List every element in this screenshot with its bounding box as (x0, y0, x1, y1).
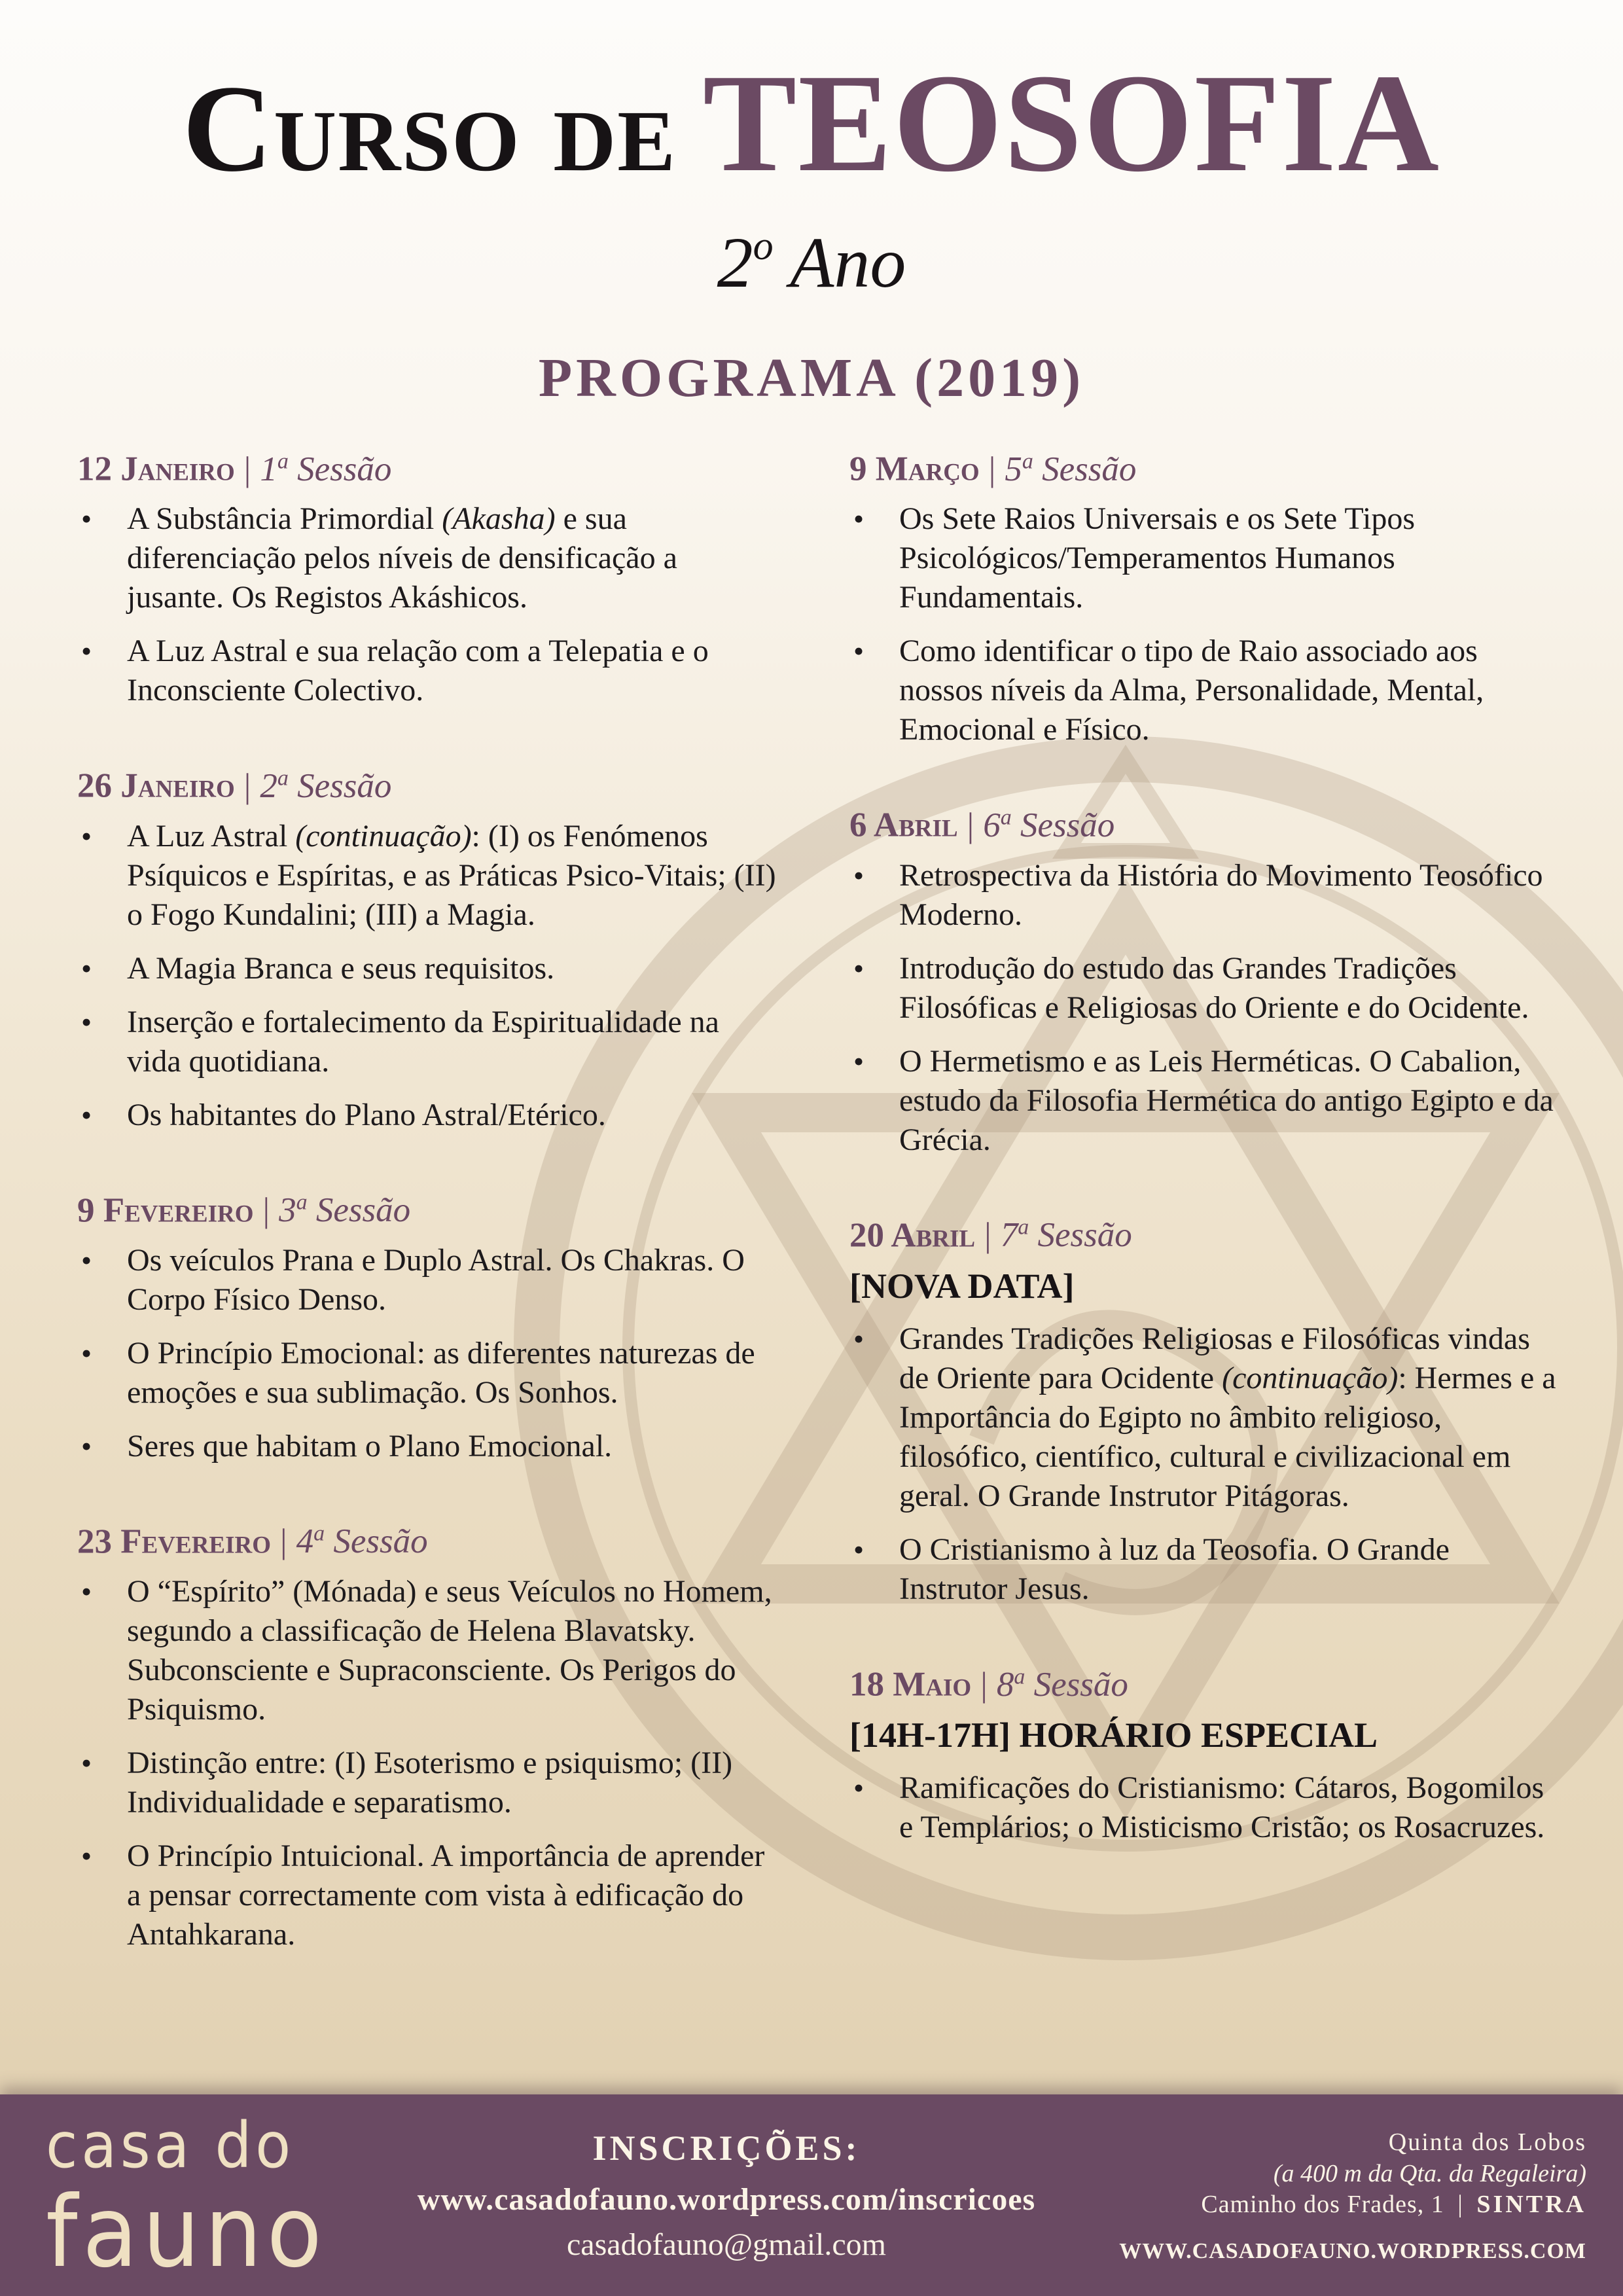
address-block (1119, 2127, 1586, 2264)
topic-item (849, 1319, 1563, 1516)
topic-item (77, 1427, 777, 1466)
footer-bar (0, 2094, 1623, 2296)
topic-item (77, 1096, 777, 1135)
inscricoes-link[interactable]: www.casadofauno.wordpress.com/inscricoes (417, 2181, 1036, 2217)
topic-text: Grandes Tradições Religiosas e Filosóficas vindas de Oriente para Ocidente (899, 1321, 1530, 1395)
session-label: Sessão (1033, 1665, 1128, 1704)
topic-text: A Substância Primordial (127, 501, 442, 537)
session-block (77, 448, 777, 710)
subtitle-ordinal: o (753, 224, 774, 268)
topic-text: O Princípio Emocional: as diferentes naturezas de emoções e sua sublimação. Os Sonhos. (127, 1335, 755, 1410)
session-date: 9 Fevereiro (77, 1191, 254, 1230)
session-ordinal-sup: a (1022, 449, 1033, 473)
session-ordinal-sup: a (277, 766, 289, 791)
session-ordinal: 2 (260, 766, 277, 805)
inscricoes-block (366, 2127, 1086, 2263)
session-heading (849, 804, 1563, 846)
session-block (849, 1215, 1563, 1609)
topic-text: O Princípio Intuicional. A importância de aprender a pensar correctamente com vista à edificação do Antahkarana. (127, 1839, 765, 1952)
session-separator: | (984, 1216, 991, 1255)
session-ordinal: 4 (296, 1522, 314, 1561)
topic-italic-text: (continuação) (295, 818, 472, 853)
session-topics (77, 499, 777, 710)
topic-item (77, 1241, 777, 1319)
page-header (0, 45, 1623, 408)
address-street: Caminho dos Frades, 1 (1201, 2191, 1444, 2218)
session-ordinal: 1 (260, 450, 277, 488)
topic-text: Distinção entre: (I) Esoterismo e psiquismo; (II) Individualidade e separatismo. (127, 1746, 733, 1820)
session-ordinal-sup: a (1014, 1664, 1026, 1689)
session-separator: | (243, 450, 251, 488)
session-ordinal: 5 (1005, 450, 1022, 488)
topic-text: A Magia Branca e seus requisitos. (127, 950, 555, 986)
session-date: 6 Abril (849, 806, 958, 844)
session-topics (849, 856, 1563, 1160)
session-number (1001, 1216, 1132, 1254)
session-number (279, 1191, 410, 1229)
website-link[interactable]: WWW.CASADOFAUNO.WORDPRESS.COM (1119, 2238, 1586, 2263)
topic-item (77, 632, 777, 710)
session-ordinal-sup: a (313, 1521, 325, 1546)
topic-item (77, 949, 777, 988)
topic-text: Os habitantes do Plano Astral/Etérico. (127, 1097, 606, 1132)
topic-item (77, 1334, 777, 1412)
session-number (260, 450, 391, 488)
session-separator: | (280, 1522, 287, 1561)
session-label: Sessão (315, 1191, 411, 1230)
session-heading (77, 448, 777, 490)
topic-item (849, 856, 1563, 935)
topic-item (849, 1530, 1563, 1609)
topic-italic-text: (continuação) (1222, 1360, 1399, 1395)
session-number (1005, 450, 1136, 488)
session-block (77, 1190, 777, 1466)
topic-text: O “Espírito” (Mónada) e seus Veículos no Homem, segundo a classificação de Helena Blavatsky. Subconsciente e Supraconsciente. Os Perigos do Psiquismo. (127, 1574, 772, 1727)
topic-item (77, 499, 777, 617)
topic-item (849, 632, 1563, 749)
left-column (77, 448, 777, 2009)
title-part-curso: Curso de (182, 60, 677, 198)
session-topics (77, 1572, 777, 1954)
session-topics (77, 1241, 777, 1466)
session-number (260, 767, 391, 805)
topic-text: Seres que habitam o Plano Emocional. (127, 1428, 613, 1463)
session-heading (77, 1521, 777, 1563)
session-topics (849, 1768, 1563, 1847)
title-part-teosofia: TEOSOFIA (702, 45, 1441, 201)
session-label: Sessão (297, 450, 392, 488)
session-separator: | (980, 1665, 988, 1704)
session-number (296, 1522, 428, 1560)
session-block (849, 448, 1563, 749)
topic-item (77, 1744, 777, 1822)
topic-item (77, 1003, 777, 1081)
session-block (849, 804, 1563, 1159)
session-date: 12 Janeiro (77, 450, 235, 488)
topic-italic-text: (Akasha) (442, 501, 556, 537)
topic-text: Como identificar o tipo de Raio associado aos nossos níveis da Alma, Personalidade, Mental, Emocional e Físico. (899, 634, 1484, 747)
session-ordinal: 6 (983, 806, 1001, 844)
session-note: [NOVA DATA] (849, 1266, 1075, 1306)
session-separator: | (967, 806, 974, 844)
topic-item (849, 949, 1563, 1028)
topic-item (849, 499, 1563, 617)
session-date: 23 Fevereiro (77, 1522, 271, 1561)
session-number (997, 1666, 1128, 1704)
session-date: 18 Maio (849, 1665, 972, 1704)
address-line-2: (a 400 m da Qta. da Regaleira) (1273, 2159, 1586, 2187)
topic-text: Inserção e fortalecimento da Espiritualidade na vida quotidiana. (127, 1004, 719, 1079)
topic-item (77, 817, 777, 935)
session-date: 20 Abril (849, 1216, 976, 1255)
topic-item (77, 1837, 777, 1954)
programa-heading: PROGRAMA (2019) (538, 348, 1085, 408)
page-title (0, 45, 1623, 201)
topic-text: Os Sete Raios Universais e os Sete Tipos Psicológicos/Temperamentos Humanos Fundamentais. (899, 501, 1416, 615)
session-ordinal-sup: a (1000, 805, 1012, 830)
brand-line-1: casa do (46, 2109, 294, 2182)
address-line-1: Quinta dos Lobos (1388, 2128, 1586, 2156)
session-date: 26 Janeiro (77, 766, 235, 805)
topic-item (77, 1572, 777, 1729)
topic-text-cont: : Hermes e a Importância do Egipto no âmbito religioso, filosófico, científico, cultural e civilizacional em geral. O Grande Instrutor Pitágoras. (899, 1360, 1556, 1513)
session-heading (77, 765, 777, 807)
session-separator: | (243, 766, 251, 805)
session-ordinal-sup: a (277, 449, 289, 473)
session-label: Sessão (1037, 1216, 1132, 1255)
session-heading (849, 1215, 1563, 1257)
topic-text: Os veículos Prana e Duplo Astral. Os Chakras. O Corpo Físico Denso. (127, 1242, 745, 1317)
inscricoes-title: INSCRIÇÕES: (592, 2128, 861, 2168)
session-heading (849, 1664, 1563, 1706)
session-topics (77, 817, 777, 1135)
session-label: Sessão (297, 766, 392, 805)
session-heading (77, 1190, 777, 1232)
session-number (983, 806, 1115, 844)
address-separator: | (1457, 2191, 1463, 2218)
topic-item (849, 1768, 1563, 1847)
session-label: Sessão (1042, 450, 1137, 488)
session-ordinal: 8 (996, 1665, 1014, 1704)
session-topics (849, 1319, 1563, 1609)
topic-text: A Luz Astral e sua relação com a Telepatia e o Inconsciente Colectivo. (127, 634, 709, 708)
session-ordinal-sup: a (296, 1190, 308, 1215)
address-city: SINTRA (1476, 2191, 1586, 2218)
session-ordinal: 7 (1000, 1216, 1018, 1255)
subtitle-year (0, 223, 1623, 302)
session-block (77, 1521, 777, 1954)
topic-text-cont: : (I) os Fenómenos Psíquicos e Espíritas, e as Práticas Psico-Vitais; (II) o Fogo Kundalini; (III) a Magia. (127, 818, 776, 932)
topic-text: Introdução do estudo das Grandes Tradições Filosóficas e Religiosas do Oriente e do Ocidente. (899, 950, 1529, 1025)
subtitle-word: Ano (790, 223, 906, 302)
topic-item (849, 1042, 1563, 1160)
inscricoes-email-link[interactable]: casadofauno@gmail.com (566, 2227, 887, 2262)
topic-text: A Luz Astral (127, 818, 296, 853)
topic-text: O Hermetismo e as Leis Herméticas. O Cabalion, estudo da Filosofia Hermética do antigo Egipto e da Grécia. (899, 1043, 1554, 1157)
session-ordinal: 3 (279, 1191, 296, 1230)
session-label: Sessão (333, 1522, 428, 1561)
topic-text: O Cristianismo à luz da Teosofia. O Grande Instrutor Jesus. (899, 1532, 1450, 1606)
topic-text: Ramificações do Cristianismo: Cátaros, Bogomilos e Templários; o Misticismo Cristão; os Rosacruzes. (899, 1770, 1545, 1845)
session-heading (849, 448, 1563, 490)
session-note: [14H-17H] HORÁRIO ESPECIAL (849, 1715, 1378, 1755)
session-label: Sessão (1020, 806, 1115, 844)
session-separator: | (988, 450, 996, 488)
address-line-3 (1119, 2189, 1586, 2221)
brand-logo (46, 2109, 327, 2289)
subtitle-number: 2 (717, 223, 753, 302)
session-topics (849, 499, 1563, 749)
right-column (849, 448, 1563, 1902)
session-date: 9 Março (849, 450, 980, 488)
session-block (77, 765, 777, 1134)
session-block (849, 1664, 1563, 1847)
brand-line-2: fauno (46, 2176, 327, 2289)
session-separator: | (262, 1191, 270, 1230)
session-ordinal-sup: a (1018, 1215, 1029, 1240)
topic-text: Retrospectiva da História do Movimento Teosófico Moderno. (899, 857, 1543, 932)
topic-text-cont: e sua diferenciação pelos níveis de densificação a jusante. Os Registos Akáshicos. (127, 501, 677, 615)
